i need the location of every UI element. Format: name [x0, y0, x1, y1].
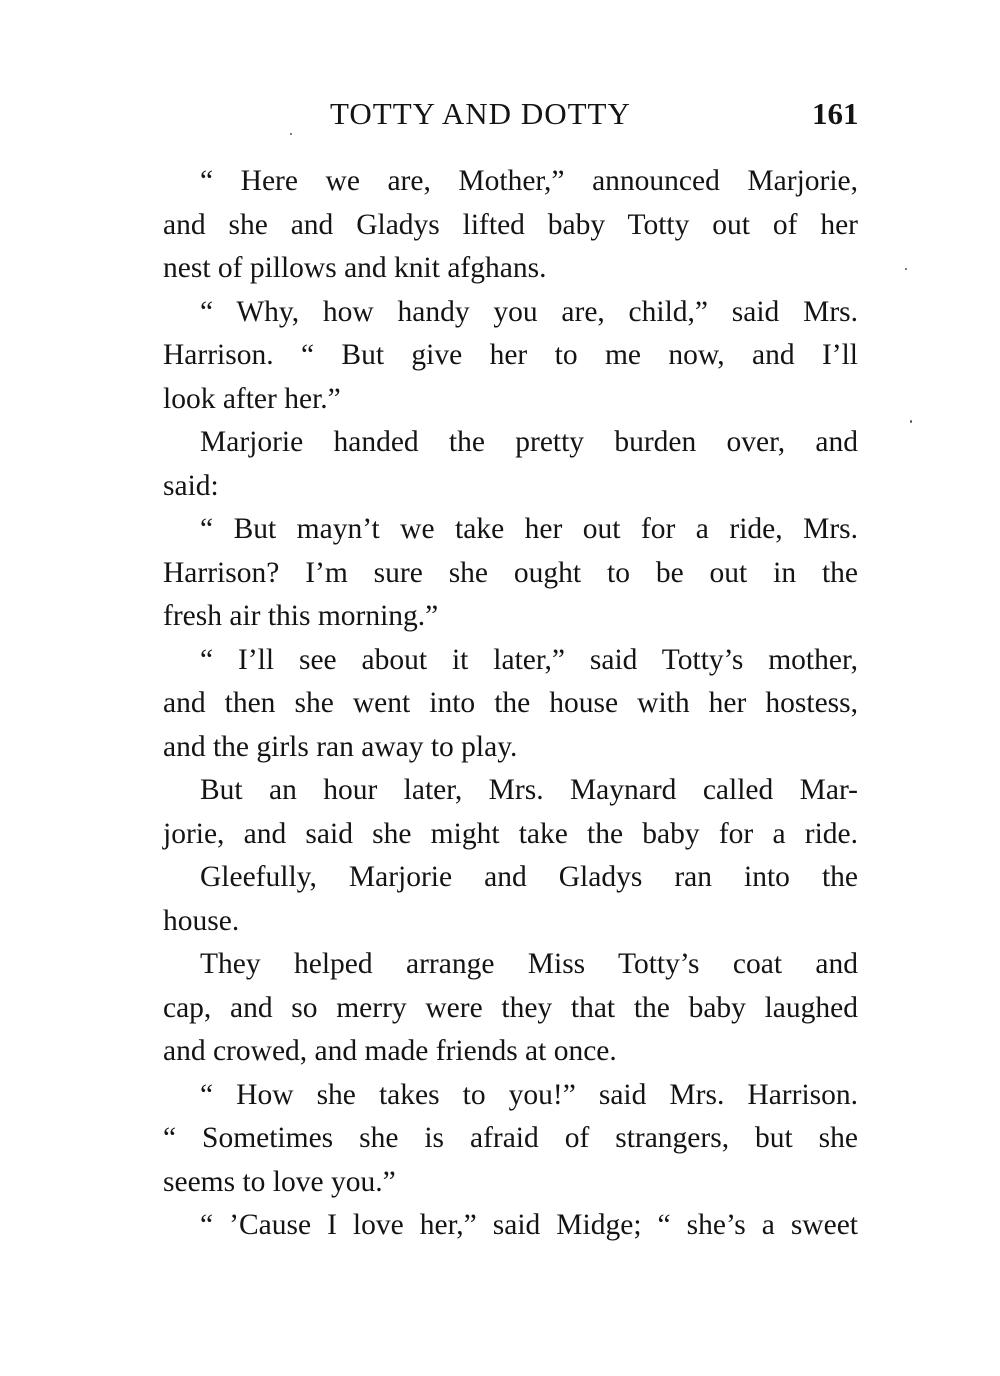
text-line: “ I’ll see about it later,” said Totty’s mother, — [200, 643, 858, 676]
text-line: Marjorie handed the pretty burden over, and — [200, 426, 858, 458]
page-number: 161 — [812, 96, 859, 131]
text-line: said: — [163, 469, 219, 502]
text-line: jorie, and said she might take the baby for a ride. — [163, 817, 858, 850]
text-line: Gleefully, Marjorie and Gladys ran into the — [200, 861, 858, 893]
text-line: and the girls ran away to play. — [163, 730, 518, 763]
text-line: and then she went into the house with her hostess, — [163, 687, 858, 719]
text-line: and she and Gladys lifted baby Totty out of her — [163, 208, 858, 241]
text-line: and crowed, and made friends at once. — [163, 1035, 617, 1067]
scan-speck — [910, 420, 912, 423]
text-line: “ Why, how handy you are, child,” said Mrs. — [200, 295, 858, 328]
scan-speck — [290, 133, 292, 135]
text-line: fresh air this morning.” — [163, 600, 439, 632]
text-line: But an hour later, Mrs. Maynard called Mar- — [200, 774, 858, 806]
text-line: “ ’Cause I love her,” said Midge; “ she’s a sweet — [200, 1209, 858, 1241]
running-title: TOTTY AND DOTTY — [330, 96, 631, 131]
text-line: cap, and so merry were they that the baby laughed — [163, 991, 858, 1024]
text-line: look after her.” — [163, 382, 341, 415]
scan-speck — [905, 268, 907, 270]
text-line: “ How she takes to you!” said Mrs. Harrison. — [200, 1078, 858, 1111]
text-line: Harrison. “ But give her to me now, and I’ll — [163, 339, 858, 371]
text-line: seems to love you.” — [163, 1165, 396, 1198]
text-line: Harrison? I’m sure she ought to be out in the — [163, 556, 858, 589]
body-text — [163, 160, 858, 1248]
text-line: “ Sometimes she is afraid of strangers, but she — [163, 1122, 858, 1154]
text-line: house. — [163, 904, 240, 937]
text-line: “ But mayn’t we take her out for a ride, Mrs. — [200, 513, 858, 545]
text-line: They helped arrange Miss Totty’s coat and — [200, 948, 858, 980]
text-line: “ Here we are, Mother,” announced Marjorie, — [200, 165, 858, 197]
text-line: nest of pillows and knit afghans. — [163, 252, 547, 284]
